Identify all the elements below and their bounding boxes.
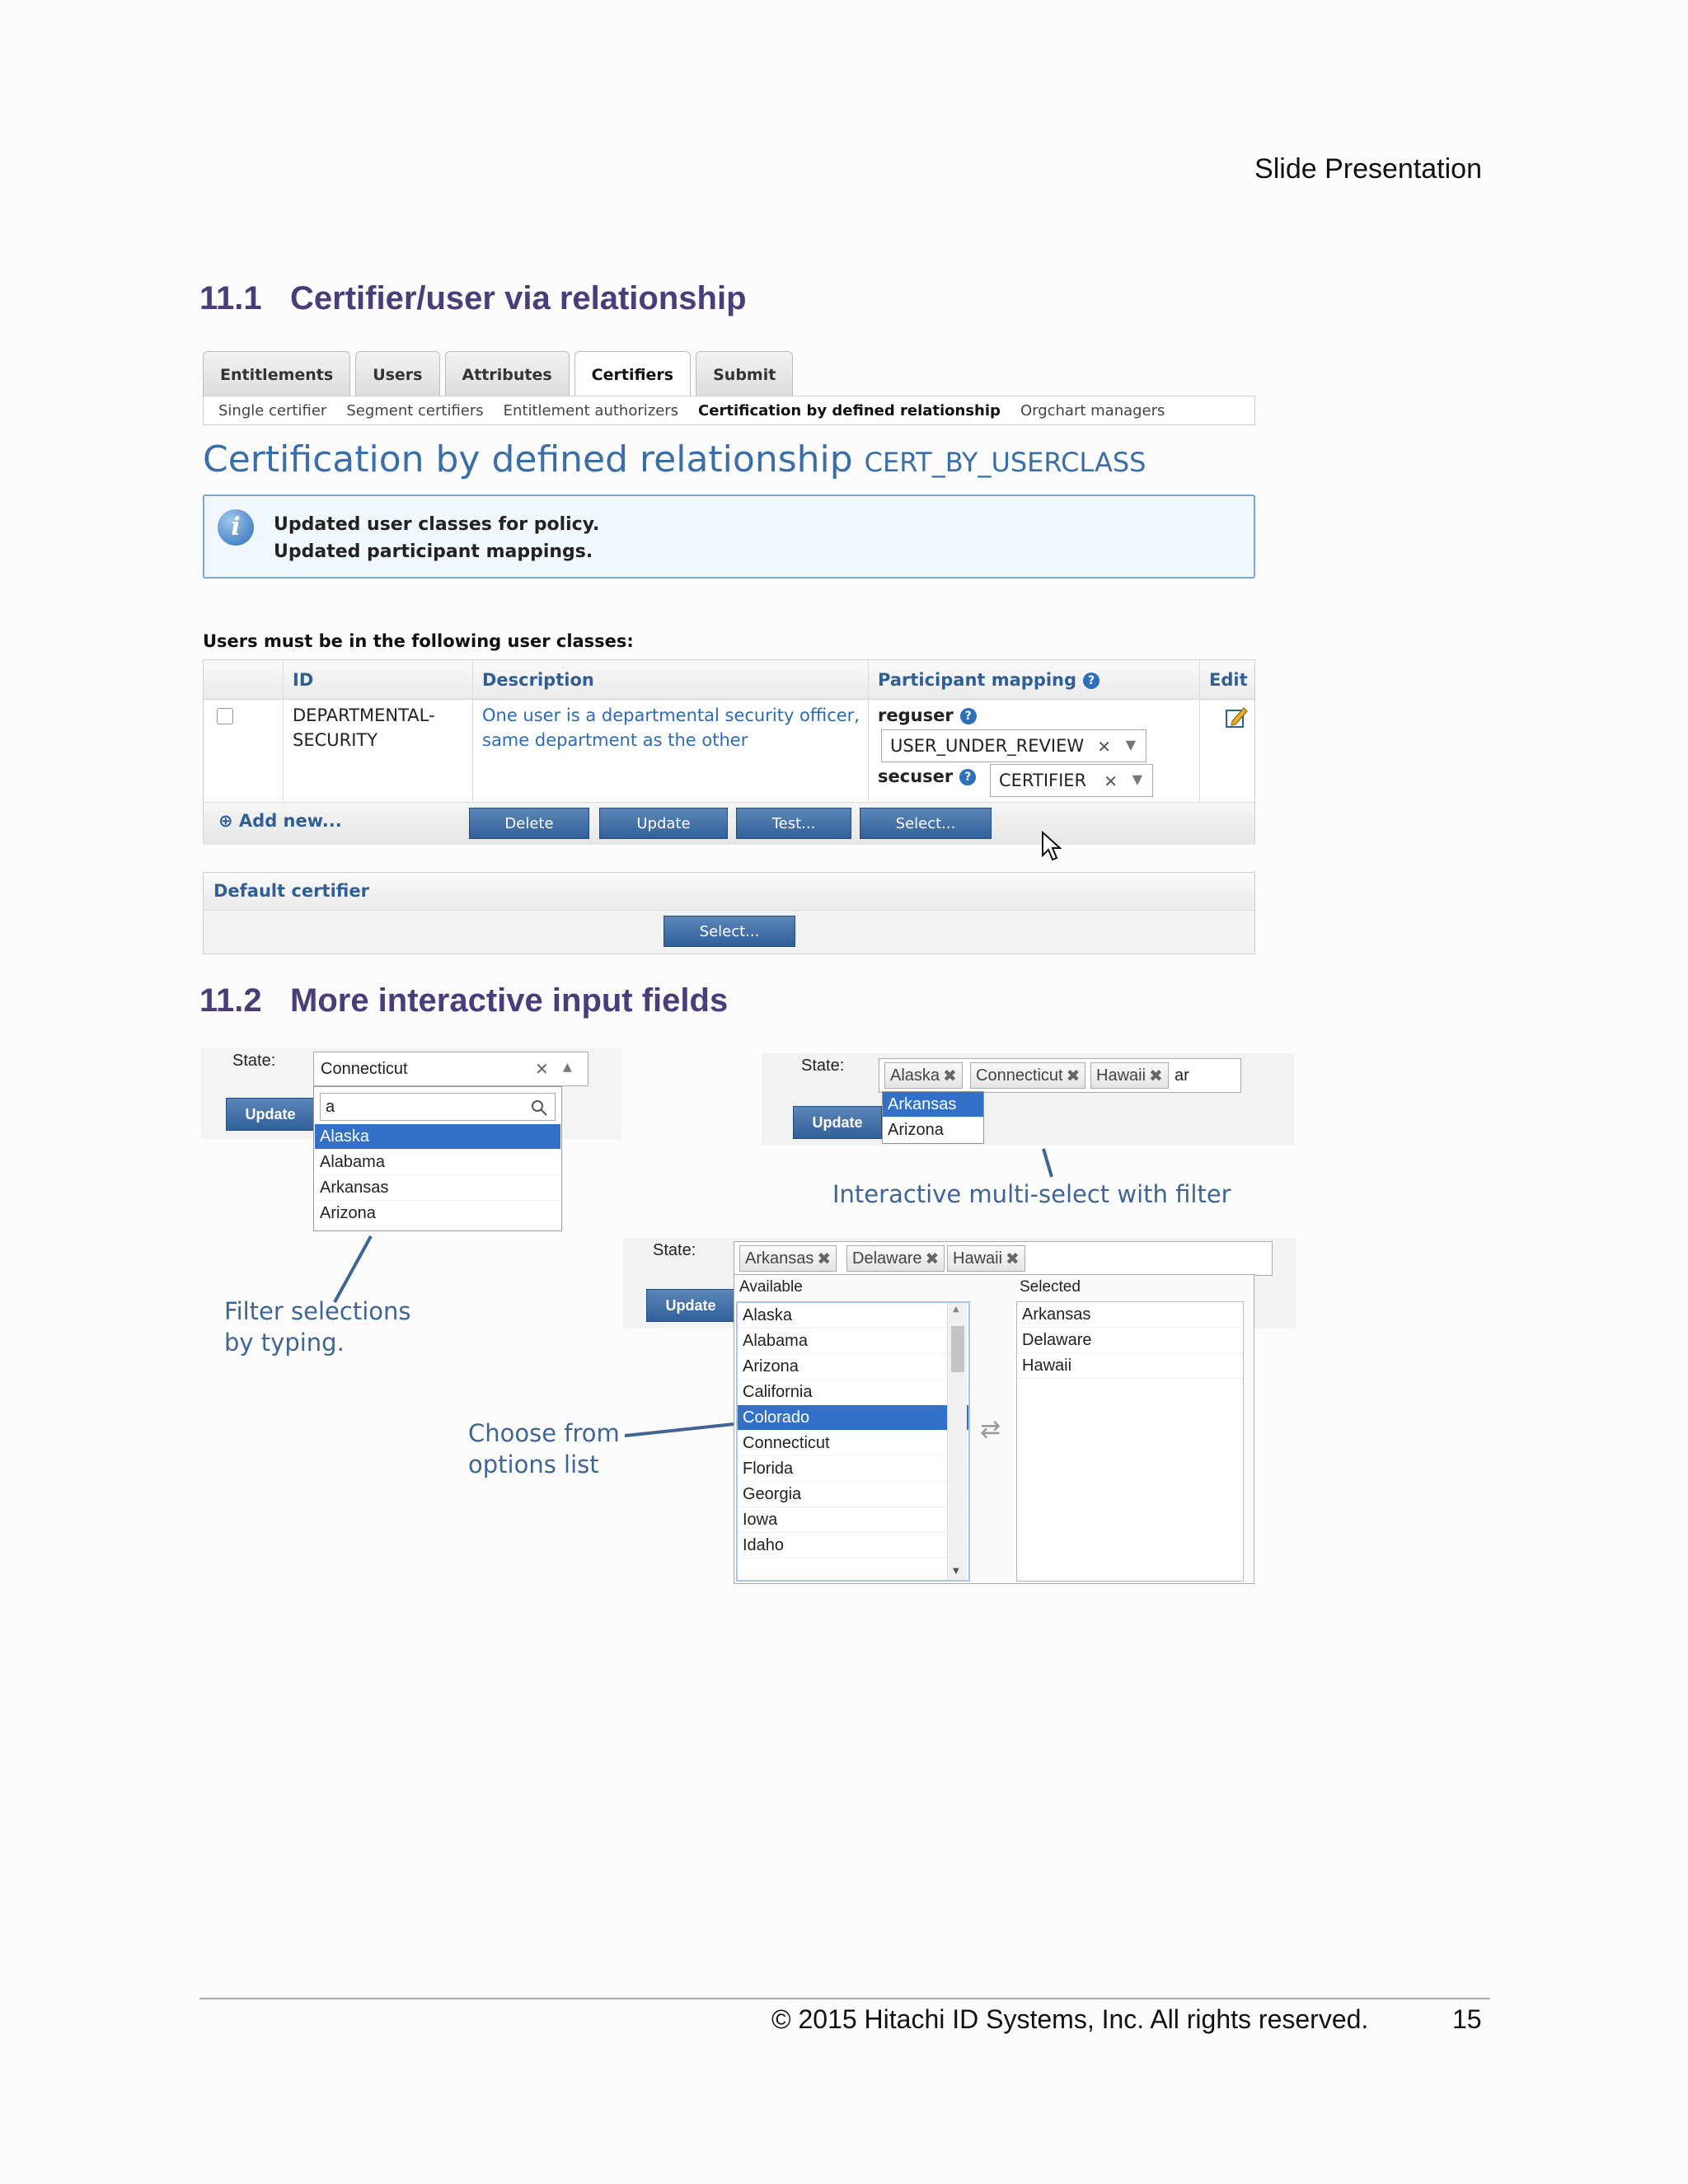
info-line-2: Updated participant mappings. [274, 541, 593, 562]
chip-hawaii[interactable]: Hawaii ✖ [1090, 1062, 1169, 1089]
demo1-update-button[interactable]: Update [226, 1098, 315, 1131]
demo2-multiselect[interactable] [879, 1058, 1241, 1093]
tab-submit[interactable]: Submit [696, 351, 793, 397]
clear-icon[interactable]: ✕ [535, 1059, 549, 1079]
remove-icon: ✖ [943, 1066, 957, 1085]
subnav-single-certifier[interactable]: Single certifier [218, 401, 327, 419]
demo2-options [882, 1091, 984, 1144]
page-number: 15 [1452, 2004, 1482, 2034]
plus-icon: ⊕ [218, 811, 239, 831]
demo1-state-select[interactable]: Connecticut ✕ ▲ [313, 1052, 588, 1086]
pointer-line [623, 1416, 738, 1441]
subnav-orgchart-managers[interactable]: Orgchart managers [1020, 401, 1165, 419]
table-footer [204, 802, 1254, 845]
list-item[interactable]: Delaware [1017, 1328, 1243, 1353]
pointer-line [1040, 1147, 1057, 1180]
list-item[interactable]: Arizona [315, 1201, 560, 1226]
tab-users[interactable]: Users [355, 351, 439, 397]
add-new-link[interactable]: ⊕ Add new... [218, 811, 342, 831]
reguser-select[interactable]: USER_UNDER_REVIEW ✕ ▼ [881, 729, 1146, 762]
subnav-certification-by-relationship[interactable]: Certification by defined relationship [698, 401, 1001, 419]
select-button[interactable]: Select... [860, 808, 992, 839]
copyright: © 2015 Hitachi ID Systems, Inc. All rights reserved. [771, 2004, 1369, 2034]
list-item[interactable]: California [738, 1380, 968, 1405]
clear-icon[interactable]: ✕ [1104, 771, 1118, 791]
selected-list[interactable] [1016, 1301, 1244, 1582]
demo2-typed-text: ar [1175, 1066, 1189, 1085]
scrollbar[interactable] [947, 1303, 967, 1580]
secuser-label: secuser ? [878, 764, 976, 789]
demo2-update-button[interactable]: Update [793, 1106, 882, 1139]
list-item[interactable]: Hawaii [1017, 1353, 1243, 1379]
list-item[interactable]: Arkansas [883, 1092, 983, 1118]
list-item[interactable]: Colorado [738, 1405, 968, 1431]
remove-icon: ✖ [817, 1249, 832, 1268]
col-edit: Edit [1209, 670, 1248, 690]
subnav-segment-certifiers[interactable]: Segment certifiers [346, 401, 484, 419]
chevron-up-icon[interactable]: ▲ [563, 1061, 572, 1074]
user-classes-heading: Users must be in the following user classes: [203, 631, 634, 651]
row-description: One user is a departmental security officer, same department as the other [482, 705, 860, 750]
transfer-arrows-icon[interactable]: ⇄ [980, 1415, 1001, 1444]
update-button[interactable]: Update [599, 808, 728, 839]
list-item[interactable]: Arkansas [1017, 1302, 1243, 1328]
tab-entitlements[interactable]: Entitlements [203, 351, 350, 397]
remove-icon: ✖ [1149, 1066, 1163, 1085]
test-button[interactable]: Test... [736, 808, 851, 839]
remove-icon: ✖ [1066, 1066, 1081, 1085]
table-header [204, 660, 1254, 700]
page-title: Certification by defined relationship CERT_BY_USERCLASS [203, 438, 1146, 480]
row-checkbox[interactable] [217, 708, 233, 724]
demo3-multiselect[interactable] [734, 1241, 1273, 1276]
chip-hawaii[interactable]: Hawaii ✖ [947, 1245, 1025, 1272]
user-classes-table [203, 659, 1255, 844]
col-id: ID [293, 670, 314, 690]
list-item[interactable]: Iowa [738, 1507, 968, 1533]
demo1-options [315, 1124, 560, 1226]
help-icon[interactable]: ? [1083, 673, 1100, 689]
list-item[interactable]: Alaska [738, 1303, 968, 1329]
remove-icon: ✖ [1006, 1249, 1020, 1268]
list-item[interactable]: Idaho [738, 1533, 968, 1558]
note-choose: Choose from options list [468, 1419, 620, 1479]
mouse-cursor-icon [1040, 831, 1063, 864]
policy-code: CERT_BY_USERCLASS [864, 447, 1146, 478]
chip-arkansas[interactable]: Arkansas ✖ [739, 1245, 837, 1272]
chevron-down-icon[interactable]: ▼ [1125, 737, 1136, 752]
col-participant-mapping: Participant mapping ? [878, 670, 1100, 690]
list-item[interactable]: Alaska [315, 1124, 560, 1150]
demo3-dual-list [734, 1274, 1254, 1584]
remove-icon: ✖ [925, 1249, 940, 1268]
edit-icon[interactable] [1224, 705, 1249, 729]
sub-navigation [203, 396, 1255, 425]
tab-certifiers[interactable]: Certifiers [574, 351, 691, 397]
col-description: Description [482, 670, 594, 690]
tab-attributes[interactable]: Attributes [445, 351, 570, 397]
reguser-label: reguser ? [878, 703, 977, 728]
default-certifier-panel [203, 872, 1255, 954]
list-item[interactable]: Arizona [738, 1354, 968, 1380]
available-label: Available [739, 1278, 803, 1296]
section-heading-11-2: 11.2 More interactive input fields [199, 982, 729, 1019]
clear-icon[interactable]: ✕ [1097, 737, 1111, 757]
list-item[interactable]: Alabama [738, 1329, 968, 1354]
list-item[interactable]: Arizona [883, 1118, 983, 1143]
list-item[interactable]: Arkansas [315, 1175, 560, 1201]
chevron-down-icon[interactable]: ▼ [1132, 771, 1142, 787]
available-list[interactable] [736, 1301, 970, 1582]
info-icon: i [218, 509, 254, 546]
info-line-1: Updated user classes for policy. [274, 514, 600, 535]
section-heading-11-1: 11.1 Certifier/user via relationship [199, 280, 747, 316]
row-id: DEPARTMENTAL- SECURITY [293, 705, 435, 750]
demo2-state-label: State: [801, 1057, 845, 1075]
list-item[interactable]: Connecticut [738, 1431, 968, 1456]
demo3-update-button[interactable]: Update [646, 1289, 735, 1322]
subnav-entitlement-authorizers[interactable]: Entitlement authorizers [503, 401, 679, 419]
delete-button[interactable]: Delete [469, 808, 589, 839]
scroll-down-icon[interactable]: ▼ [953, 1567, 959, 1576]
scroll-up-icon[interactable]: ▲ [953, 1305, 959, 1314]
demo1-state-label: State: [232, 1052, 276, 1070]
chip-connecticut[interactable]: Connecticut ✖ [970, 1062, 1085, 1089]
main-tabs [203, 351, 793, 397]
secuser-select[interactable]: CERTIFIER ✕ ▼ [990, 764, 1153, 797]
list-item[interactable]: Alabama [315, 1150, 560, 1175]
selected-label: Selected [1020, 1278, 1081, 1296]
footer-divider [199, 1998, 1490, 1999]
default-certifier-heading: Default certifier [204, 873, 1254, 911]
list-item[interactable]: Florida [738, 1456, 968, 1482]
note-multi-select: Interactive multi-select with filter [832, 1180, 1231, 1208]
chip-delaware[interactable]: Delaware ✖ [846, 1245, 945, 1272]
demo1-filter-input[interactable]: a [320, 1093, 556, 1121]
scrollbar-thumb[interactable] [951, 1326, 964, 1372]
list-item[interactable]: Georgia [738, 1482, 968, 1507]
default-certifier-select-button[interactable]: Select... [663, 916, 795, 947]
help-icon[interactable]: ? [959, 769, 976, 785]
chip-alaska[interactable]: Alaska ✖ [884, 1062, 963, 1089]
search-icon [530, 1099, 548, 1117]
help-icon[interactable]: ? [960, 708, 977, 724]
note-filter: Filter selections by typing. [224, 1297, 411, 1357]
document-header: Slide Presentation [1254, 153, 1482, 185]
info-message-box [203, 494, 1255, 579]
demo3-state-label: State: [653, 1241, 696, 1259]
